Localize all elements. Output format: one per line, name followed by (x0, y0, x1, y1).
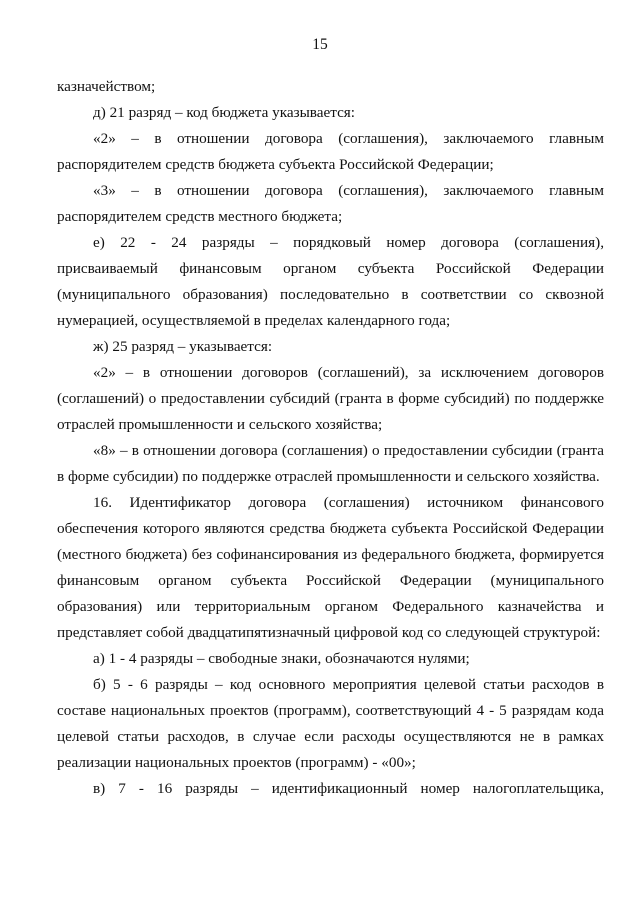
paragraph: ж) 25 разряд – указывается: (93, 338, 273, 355)
page-number: 15 (312, 36, 328, 53)
paragraph: б) 5 - 6 разряды – код основного мероприятия целевой статьи расходов в составе национальных проектов (программ), соответствующий 4 - 5 разрядам кода целевой статьи расходов, в случае если расходы осуществляются не в рамках реализации национальных проектов (программ) - «00»; (57, 676, 604, 771)
paragraph: 16. Идентификатор договора (соглашения) источником финансового обеспечения которого являются средства бюджета субъекта Российской Федерации (местного бюджета) без софинансирования из федерального бюджета, формируется финансовым органом субъекта Российской Федерации (муниципального образования) или территориальным органом Федерального казначейства и представляет собой двадцатипятизначный цифровой код со следующей структурой: (57, 494, 604, 641)
paragraph: д) 21 разряд – код бюджета указывается: (93, 104, 356, 121)
paragraph: «2» – в отношении договора (соглашения), заключаемого главным распорядителем средств бюджета субъекта Российской Федерации; (57, 130, 604, 173)
paragraph: казначейством; (57, 78, 156, 95)
paragraph: «2» – в отношении договоров (соглашений), за исключением договоров (соглашений) о предоставлении субсидий (гранта в форме субсидий) по поддержке отраслей промышленности и сельского хозяйства; (57, 364, 604, 433)
paragraph: «3» – в отношении договора (соглашения), заключаемого главным распорядителем средств местного бюджета; (57, 182, 604, 225)
paragraph: а) 1 - 4 разряды – свободные знаки, обозначаются нулями; (93, 650, 470, 667)
document-body (57, 74, 604, 802)
paragraph: «8» – в отношении договора (соглашения) о предоставлении субсидии (гранта в форме субсидии) по поддержке отраслей промышленности и сельского хозяйства. (57, 442, 604, 485)
paragraph: е) 22 - 24 разряды – порядковый номер договора (соглашения), присваиваемый финансовым органом субъекта Российской Федерации (муниципального образования) последовательно в соответствии со сквозной нумерацией, осуществляемой в пределах календарного года; (57, 234, 604, 329)
paragraph: в) 7 - 16 разряды – идентификационный номер налогоплательщика, (93, 780, 604, 797)
